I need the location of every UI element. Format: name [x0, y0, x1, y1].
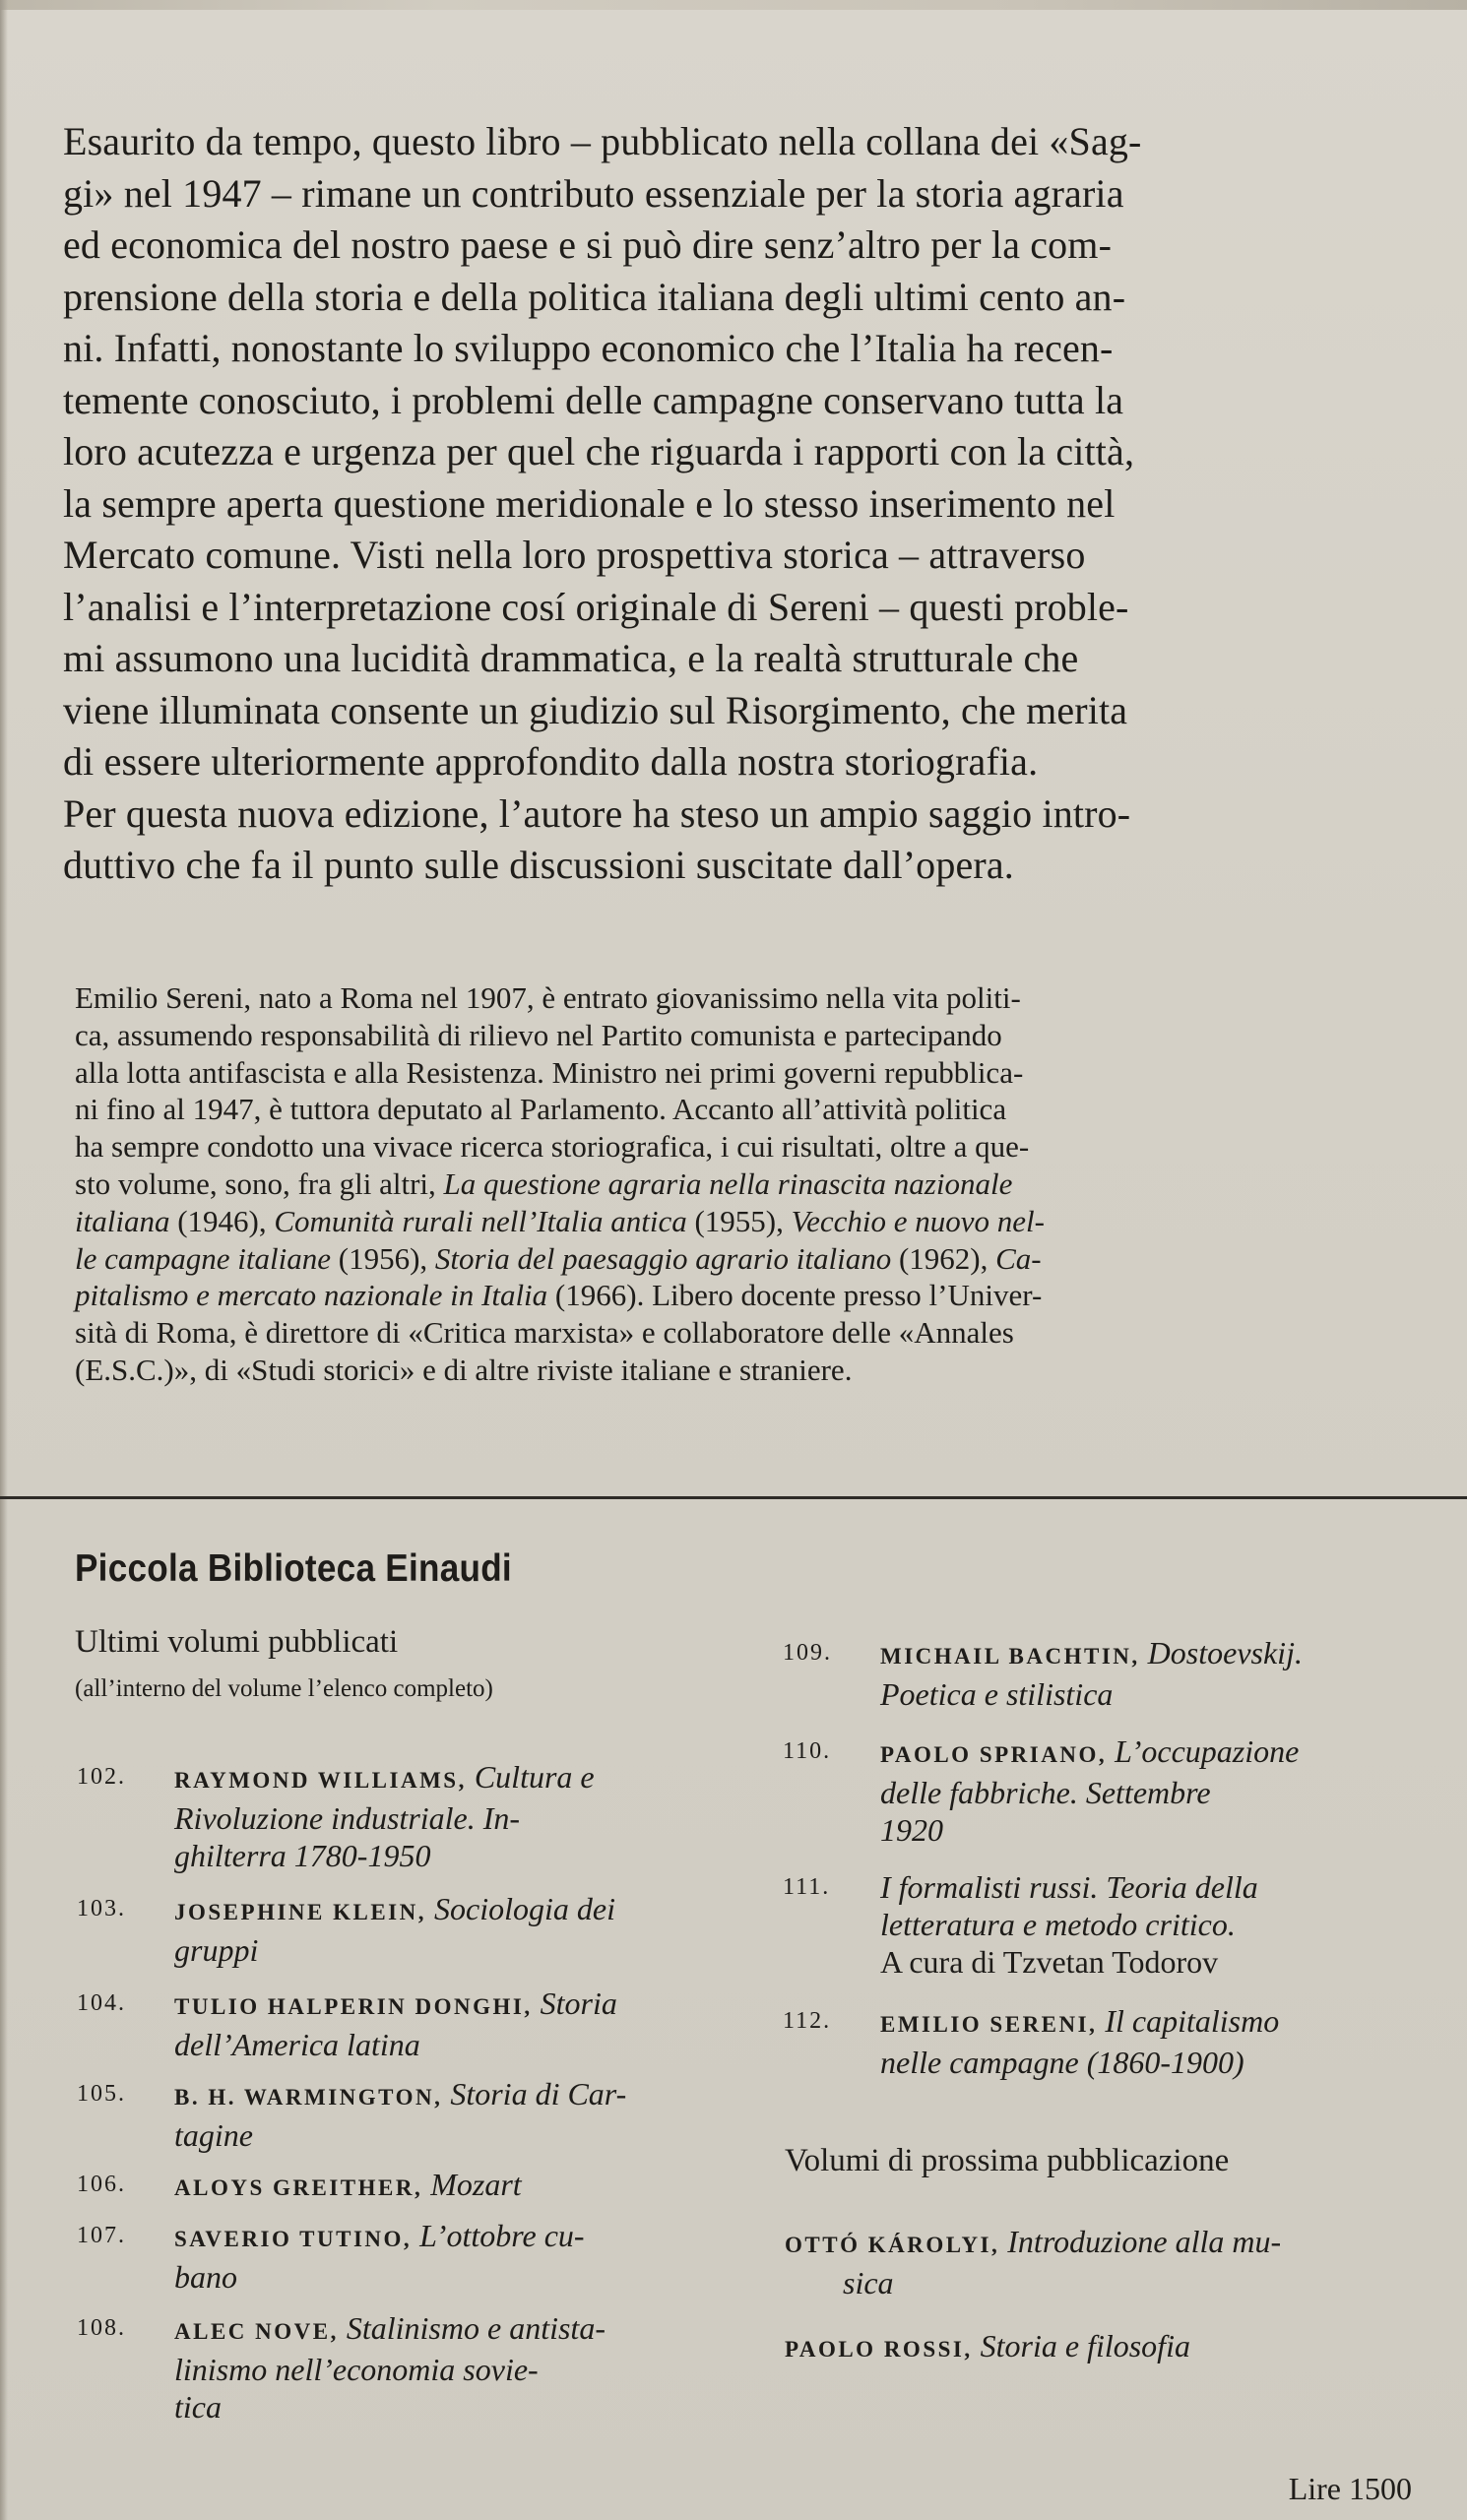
- entry-editor: A cura di Tzvetan Todorov: [880, 1944, 1219, 1980]
- entry-title: linismo nell’economia sovie-: [174, 2352, 539, 2387]
- entry-author: EMILIO SERENI,: [880, 2012, 1098, 2037]
- bio-line: alla lotta antifascista e alla Resistenza. Ministro nei primi governi repubblica-: [75, 1054, 1024, 1090]
- blurb-line: gi» nel 1947 – rimane un contributo essenziale per la storia agraria: [63, 170, 1124, 216]
- entry-title: Sociologia dei: [434, 1891, 615, 1926]
- book-entry-108: [77, 2309, 606, 2426]
- blurb-line: l’analisi e l’interpretazione cosí originale di Sereni – questi proble-: [63, 584, 1129, 629]
- bio-text: (1946),: [169, 1203, 275, 1238]
- entry-title: nelle campagne (1860-1900): [880, 2045, 1244, 2080]
- entry-title: Stalinismo e antista-: [346, 2310, 606, 2346]
- entry-author: MICHAIL BACHTIN,: [880, 1644, 1140, 1669]
- latest-volumes-heading: Ultimi volumi pubblicati: [75, 1624, 399, 1660]
- cover-top-edge: [0, 0, 1467, 10]
- entry-author: SAVERIO TUTINO,: [174, 2227, 413, 2251]
- blurb-line: Per questa nuova edizione, l’autore ha steso un ampio saggio intro-: [63, 790, 1131, 836]
- blurb-line: prensione della storia e della politica italiana degli ultimi cento an-: [63, 274, 1126, 319]
- entry-title: Storia: [540, 1985, 617, 2021]
- entry-line: [174, 2166, 522, 2207]
- entry-title: Storia e filosofia: [980, 2328, 1190, 2363]
- entry-line: [174, 2075, 626, 2116]
- entry-title: Introduzione alla mu-: [1007, 2224, 1282, 2259]
- bio-line: Emilio Sereni, nato a Roma nel 1907, è entrato giovanissimo nella vita politi-: [75, 980, 1021, 1015]
- entry-author: ALEC NOVE,: [174, 2319, 339, 2344]
- series-title: Piccola Biblioteca Einaudi: [75, 1547, 512, 1590]
- cover-left-shadow: [0, 0, 8, 2520]
- bio-work-title: Storia del paesaggio agrario italiano: [434, 1240, 892, 1276]
- entry-author: RAYMOND WILLIAMS,: [174, 1768, 467, 1793]
- entry-title: 1920: [880, 1812, 943, 1848]
- bio-line: [75, 1240, 1443, 1278]
- latest-volumes-note: (all’interno del volume l’elenco completo): [75, 1675, 493, 1702]
- book-entry-105: [77, 2075, 626, 2154]
- entry-title: letteratura e metodo critico.: [880, 1907, 1236, 1942]
- entry-line: [174, 1890, 615, 1931]
- entry-number: 112.: [783, 2008, 832, 2034]
- book-entry-106: [77, 2166, 522, 2207]
- blurb-line: ni. Infatti, nonostante lo sviluppo economico che l’Italia ha recen-: [63, 326, 1114, 370]
- entry-title: Poetica e stilistica: [880, 1676, 1114, 1712]
- book-entry-110: [783, 1732, 1299, 1849]
- blurb-line: viene illuminata consente un giudizio sul Risorgimento, che merita: [63, 687, 1128, 732]
- blurb-line: temente conosciuto, i problemi delle campagne conservano tutta la: [63, 377, 1124, 422]
- entry-title: Dostoevskij.: [1147, 1635, 1303, 1670]
- entry-title: Il capitalismo: [1105, 2003, 1280, 2039]
- book-entry-111: [783, 1868, 1258, 1981]
- bio-line: ni fino al 1947, è tuttora deputato al Parlamento. Accanto all’attività politica: [75, 1092, 1007, 1127]
- entry-number: 104.: [77, 1990, 126, 2016]
- entry-title: tagine: [174, 2117, 253, 2153]
- entry-author: B. H. WARMINGTON,: [174, 2085, 443, 2110]
- bio-line: ha sempre condotto una vivace ricerca storiografica, i cui risultati, oltre a que-: [75, 1129, 1030, 1165]
- entry-title: L’ottobre cu-: [419, 2218, 585, 2253]
- entry-title: gruppi: [174, 1932, 259, 1968]
- entry-number: 108.: [77, 2315, 126, 2341]
- bio-line: [75, 1277, 1443, 1314]
- bio-line: [75, 1166, 1443, 1203]
- entry-line: [174, 1758, 595, 1799]
- entry-title: dell’America latina: [174, 2027, 420, 2062]
- bio-work-title: le campagne italiane: [75, 1240, 331, 1276]
- entry-title: ghilterra 1780-1950: [174, 1838, 431, 1873]
- bio-text: (1956),: [331, 1240, 435, 1276]
- bio-work-title: italiana: [75, 1203, 170, 1238]
- book-entry-112: [783, 2002, 1279, 2081]
- entry-author: OTTÓ KÁROLYI,: [785, 2233, 1000, 2257]
- entry-title: Cultura e: [474, 1759, 595, 1795]
- bio-work-title: Comunità rurali nell’Italia antica: [274, 1203, 687, 1238]
- entry-author: ALOYS GREITHER,: [174, 2175, 423, 2200]
- blurb-line: ed economica del nostro paese e si può dire senz’altro per la com-: [63, 222, 1113, 267]
- entry-number: 103.: [77, 1896, 126, 1922]
- entry-author: PAOLO SPRIANO,: [880, 1742, 1108, 1767]
- blurb-line: duttivo che fa il punto sulle discussioni suscitate dall’opera.: [63, 843, 1014, 887]
- bio-work-title: La questione agraria nella rinascita nazionale: [443, 1166, 1013, 1201]
- entry-number: 111.: [783, 1874, 831, 1900]
- entry-title: tica: [174, 2389, 222, 2425]
- bio-work-title: pitalismo e mercato nazionale in Italia: [75, 1278, 548, 1313]
- book-entry-103: [77, 1890, 615, 1969]
- entry-title: bano: [174, 2259, 237, 2295]
- entry-title: Rivoluzione industriale. In-: [174, 1800, 521, 1836]
- blurb-line: di essere ulteriormente approfondito dalla nostra storiografia.: [63, 739, 1039, 784]
- entry-number: 110.: [783, 1738, 832, 1764]
- bio-text: (1962),: [891, 1240, 996, 1276]
- entry-number: 109.: [783, 1640, 832, 1666]
- entry-title: sica: [843, 2265, 894, 2300]
- entry-number: 105.: [77, 2081, 126, 2107]
- bio-line: sità di Roma, è direttore di «Critica marxista» e collaboratore delle «Annales: [75, 1315, 1014, 1351]
- price-label: Lire 1500: [1288, 2471, 1412, 2506]
- upcoming-entry: [785, 2327, 1190, 2368]
- entry-line: [174, 1984, 617, 2026]
- entry-line: [880, 1732, 1299, 1774]
- bio-text: (1966). Libero docente presso l’Univer-: [547, 1278, 1043, 1313]
- bio-text: sto volume, sono, fra gli altri,: [75, 1166, 444, 1201]
- upcoming-volumes-heading: Volumi di prossima pubblicazione: [785, 2143, 1230, 2178]
- author-bio: [75, 979, 1443, 1389]
- blurb-line: la sempre aperta questione meridionale e lo stesso inserimento nel: [63, 480, 1116, 526]
- book-entry-109: [783, 1634, 1303, 1713]
- entry-title: Mozart: [430, 2167, 522, 2202]
- entry-title: I formalisti russi. Teoria della: [880, 1869, 1258, 1905]
- entry-title: L’occupazione: [1115, 1733, 1300, 1769]
- bio-line: (E.S.C.)», di «Studi storici» e di altre riviste italiane e straniere.: [75, 1352, 853, 1387]
- entry-title: delle fabbriche. Settembre: [880, 1775, 1211, 1810]
- bio-text: (1955),: [686, 1203, 792, 1238]
- section-divider: [0, 1496, 1467, 1499]
- entry-number: 106.: [77, 2172, 126, 2197]
- entry-line: [785, 2327, 1190, 2368]
- entry-line: [785, 2223, 1281, 2264]
- entry-line: [174, 2217, 585, 2258]
- entry-line: [174, 2309, 606, 2351]
- book-entry-104: [77, 1984, 617, 2063]
- entry-author: PAOLO ROSSI,: [785, 2337, 973, 2362]
- entry-line: [880, 1634, 1303, 1675]
- blurb-line: Esaurito da tempo, questo libro – pubblicato nella collana dei «Sag-: [63, 119, 1142, 163]
- upcoming-entry: [785, 2223, 1281, 2301]
- blurb-line: mi assumono una lucidità drammatica, e la realtà strutturale che: [63, 636, 1079, 680]
- bio-line: ca, assumendo responsabilità di rilievo nel Partito comunista e partecipando: [75, 1017, 1002, 1052]
- book-entry-102: [77, 1758, 595, 1874]
- book-entry-107: [77, 2217, 585, 2296]
- entry-author: JOSEPHINE KLEIN,: [174, 1900, 426, 1924]
- bio-work-title: Vecchio e nuovo nel-: [791, 1203, 1045, 1238]
- entry-number: 102.: [77, 1764, 126, 1790]
- entry-number: 107.: [77, 2223, 126, 2248]
- bio-line: [75, 1203, 1443, 1240]
- blurb-line: Mercato comune. Visti nella loro prospettiva storica – attraverso: [63, 533, 1086, 577]
- entry-author: TULIO HALPERIN DONGHI,: [174, 1994, 533, 2019]
- entry-title: Storia di Car-: [450, 2076, 627, 2111]
- blurb-line: loro acutezza e urgenza per quel che riguarda i rapporti con la città,: [63, 429, 1135, 473]
- entry-line: [880, 2002, 1279, 2044]
- bio-work-title: Ca-: [995, 1240, 1042, 1276]
- book-blurb: [63, 116, 1441, 892]
